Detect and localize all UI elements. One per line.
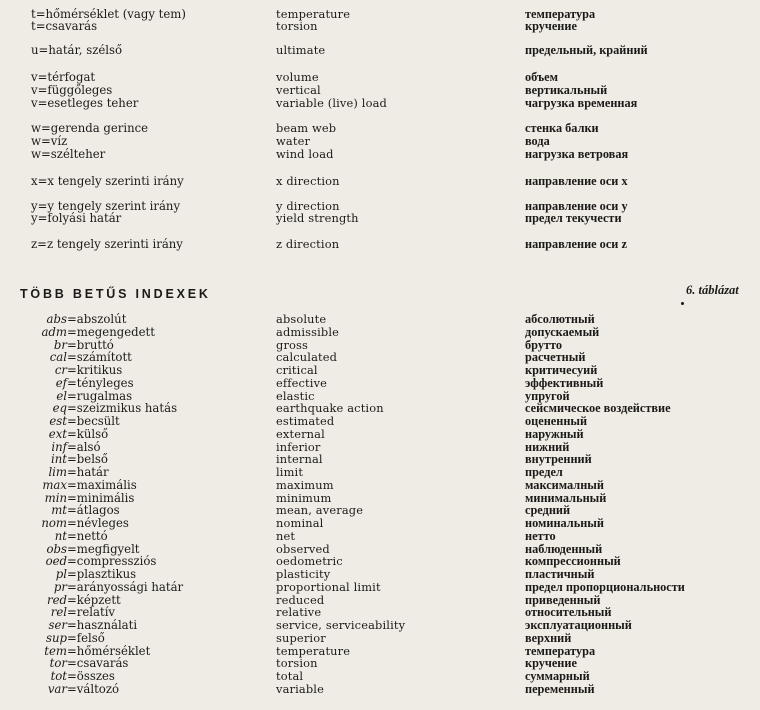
russian-term: направление оси y [525, 199, 628, 213]
index-abbreviation: el [56, 388, 67, 403]
english-term: ultimate [276, 43, 326, 57]
russian-term: компрессионный [525, 554, 621, 569]
russian-term: направление оси x [525, 174, 628, 188]
russian-term: направление оси z [525, 237, 627, 251]
hungarian-term: =alsó [67, 439, 101, 454]
english-term: water [276, 134, 311, 148]
hungarian-term: u=határ, szélső [31, 43, 123, 57]
english-term: torsion [276, 19, 318, 33]
hungarian-cell [31, 428, 261, 441]
hungarian-cell [31, 683, 261, 696]
russian-term: нетто [525, 528, 556, 543]
hungarian-term: w=szélteher [31, 147, 106, 161]
english-term: observed [276, 541, 330, 556]
english-term: nominal [276, 516, 324, 530]
hungarian-cell [31, 632, 261, 645]
ink-mark [681, 302, 684, 305]
russian-term: предельный, крайний [525, 43, 648, 57]
hungarian-term: =megfigyelt [67, 541, 140, 556]
english-term: volume [276, 70, 319, 84]
index-abbreviation: tor [49, 656, 67, 671]
hungarian-term: y=y tengely szerint irány [31, 199, 181, 213]
russian-term: средний [525, 503, 571, 518]
russian-term: переменный [525, 681, 595, 696]
english-term: temperature [276, 7, 351, 21]
index-abbreviation: est [49, 414, 67, 428]
russian-term: допускаемый [525, 324, 600, 339]
index-abbreviation: mt [51, 503, 67, 518]
english-term: net [276, 528, 296, 543]
index-row [0, 97, 760, 110]
russian-term: нижний [525, 439, 570, 454]
hungarian-term: =felső [67, 630, 105, 645]
russian-term: абсолютный [525, 312, 595, 326]
hungarian-term: =plasztikus [67, 567, 137, 581]
russian-term: эффективный [525, 375, 604, 390]
english-term: calculated [276, 350, 338, 365]
index-abbreviation: int [51, 452, 67, 467]
english-term: gross [276, 337, 309, 352]
hungarian-term: =csavarás [67, 656, 129, 671]
russian-term: суммарный [525, 669, 590, 683]
english-term: service, serviceability [276, 618, 406, 632]
english-term: inferior [276, 439, 321, 454]
index-abbreviation: br [53, 337, 67, 352]
english-term: total [276, 669, 304, 683]
index-row [0, 238, 760, 251]
hungarian-term: =névleges [67, 516, 129, 530]
russian-term: упругой [525, 388, 570, 403]
english-term: proportional limit [276, 579, 381, 594]
hungarian-term: v=esetleges teher [31, 96, 139, 110]
index-row [0, 632, 760, 645]
index-row [0, 175, 760, 188]
index-abbreviation: inf [51, 439, 67, 454]
index-abbreviation: max [42, 477, 67, 492]
english-term: limit [276, 465, 304, 479]
hungarian-term: v=függőleges [31, 83, 113, 97]
english-term: torsion [276, 656, 318, 671]
english-term: earthquake action [276, 401, 384, 416]
index-row [0, 20, 760, 33]
index-abbreviation: ser [48, 618, 67, 632]
russian-term: объем [525, 70, 558, 84]
hungarian-cell [31, 377, 261, 390]
hungarian-term: =használati [67, 618, 138, 632]
english-term: elastic [276, 388, 315, 403]
russian-term: температура [525, 7, 596, 21]
english-term: minimum [276, 490, 332, 505]
russian-term: наружный [525, 426, 584, 441]
russian-term: внутренний [525, 452, 592, 467]
hungarian-term: =változó [67, 681, 120, 696]
index-row [0, 122, 760, 135]
russian-term: минимальный [525, 490, 607, 505]
index-abbreviation: pr [53, 579, 67, 594]
english-term: oedometric [276, 554, 343, 569]
english-term: internal [276, 452, 323, 467]
index-abbreviation: rel [50, 605, 67, 620]
index-abbreviation: tot [50, 669, 67, 683]
hungarian-term: =szeizmikus hatás [67, 401, 178, 416]
hungarian-term: =határ [67, 465, 109, 479]
hungarian-term: =belső [67, 452, 108, 467]
hungarian-term: =minimális [67, 490, 135, 505]
russian-term: кручение [525, 19, 577, 33]
english-term: plasticity [276, 567, 331, 581]
index-row [0, 441, 760, 454]
english-term: admissible [276, 324, 340, 339]
hungarian-term: =maximális [67, 477, 137, 492]
english-term: variable [276, 681, 324, 696]
hungarian-term: t=hőmérséklet (vagy tem) [31, 7, 186, 21]
hungarian-term: =compressziós [67, 554, 157, 569]
english-term: wind load [276, 147, 334, 161]
index-abbreviation: tem [44, 643, 67, 658]
russian-term: критичесуий [525, 363, 598, 377]
index-row [0, 71, 760, 84]
hungarian-cell [31, 581, 261, 594]
hungarian-cell [31, 479, 261, 492]
index-row [0, 212, 760, 225]
index-row [0, 619, 760, 632]
english-term: maximum [276, 477, 334, 492]
hungarian-term: =képzett [67, 592, 121, 607]
index-abbreviation: oed [45, 554, 67, 569]
russian-term: максималный [525, 477, 604, 492]
index-abbreviation: adm [41, 324, 67, 339]
hungarian-cell [31, 326, 261, 339]
russian-term: относительный [525, 605, 612, 620]
index-abbreviation: cal [49, 350, 67, 365]
hungarian-term: =külső [67, 426, 109, 441]
english-term: x direction [276, 174, 340, 188]
russian-term: наблюденный [525, 541, 603, 556]
index-abbreviation: nom [41, 516, 67, 530]
russian-term: эксплуатационный [525, 618, 632, 632]
russian-term: кручение [525, 656, 577, 671]
hungarian-term: =tényleges [67, 375, 134, 390]
russian-term: пластичный [525, 567, 595, 581]
index-abbreviation: sup [45, 630, 67, 645]
index-abbreviation: pl [55, 567, 67, 581]
hungarian-term: =megengedett [67, 324, 155, 339]
hungarian-term: =átlagos [67, 503, 120, 518]
russian-term: температура [525, 643, 596, 658]
index-row [0, 453, 760, 466]
russian-term: вода [525, 134, 550, 148]
index-row [0, 517, 760, 530]
hungarian-term: v=térfogat [31, 70, 96, 84]
hungarian-term: w=víz [31, 134, 68, 148]
russian-term: предел текучести [525, 211, 622, 225]
table-number: 6. táblázat [686, 283, 739, 297]
russian-term: расчетный [525, 350, 586, 365]
russian-term: оцененный [525, 414, 588, 428]
index-abbreviation: min [44, 490, 67, 505]
hungarian-term: =nettó [67, 528, 108, 543]
hungarian-term: =hőmérséklet [67, 643, 151, 658]
english-term: mean, average [276, 503, 364, 518]
hungarian-term: =bruttó [67, 337, 114, 352]
index-abbreviation: nt [54, 528, 67, 543]
english-term: external [276, 426, 325, 441]
hungarian-term: y=folyási határ [31, 211, 122, 225]
index-abbreviation: abs [46, 312, 67, 326]
russian-term: номинальный [525, 516, 604, 530]
english-term: temperature [276, 643, 351, 658]
index-row [0, 479, 760, 492]
english-term: y direction [276, 199, 340, 213]
hungarian-term: w=gerenda gerince [31, 121, 149, 135]
index-row [0, 148, 760, 161]
english-term: reduced [276, 592, 325, 607]
english-term: relative [276, 605, 322, 620]
index-abbreviation: cr [54, 363, 67, 377]
english-term: beam web [276, 121, 337, 135]
english-term: superior [276, 630, 326, 645]
english-term: yield strength [276, 211, 359, 225]
index-row [0, 44, 760, 57]
hungarian-term: =számított [67, 350, 132, 365]
index-abbreviation: obs [46, 541, 67, 556]
hungarian-term: =relatív [67, 605, 116, 620]
russian-term: вертикальный [525, 83, 608, 97]
russian-term: предел пропорциональности [525, 579, 685, 594]
english-term: vertical [276, 83, 321, 97]
english-term: absolute [276, 312, 327, 326]
hungarian-term: =rugalmas [67, 388, 133, 403]
index-abbreviation: red [47, 592, 67, 607]
index-abbreviation: ext [48, 426, 67, 441]
hungarian-term: =arányossági határ [67, 579, 184, 594]
index-row [0, 530, 760, 543]
hungarian-term: =kritikus [67, 363, 123, 377]
russian-term: брутто [525, 337, 563, 352]
english-term: z direction [276, 237, 340, 251]
hungarian-term: =becsült [67, 414, 120, 428]
russian-term: верхний [525, 630, 572, 645]
index-abbreviation: eq [52, 401, 67, 416]
russian-term: сейсмическое воздействие [525, 401, 671, 416]
english-term: variable (live) load [276, 96, 387, 110]
index-row [0, 377, 760, 390]
index-row [0, 326, 760, 339]
section-heading: TÖBB BETŰS INDEXEK [20, 287, 211, 301]
hungarian-cell [31, 530, 261, 543]
hungarian-term: z=z tengely szerinti irány [31, 237, 183, 251]
english-term: effective [276, 375, 328, 390]
hungarian-term: =összes [67, 669, 115, 683]
index-row [0, 415, 760, 428]
russian-term: чагрузка временная [525, 96, 638, 110]
english-term: critical [276, 363, 318, 377]
hungarian-term: t=csavarás [31, 19, 98, 33]
index-abbreviation: lim [48, 465, 67, 479]
english-term: estimated [276, 414, 335, 428]
index-abbreviation: ef [55, 375, 67, 390]
index-row [0, 135, 760, 148]
index-abbreviation: var [47, 681, 67, 696]
russian-term: приведенный [525, 592, 601, 607]
index-row [0, 683, 760, 696]
index-row [0, 581, 760, 594]
hungarian-term: x=x tengely szerinti irány [31, 174, 184, 188]
index-row [0, 428, 760, 441]
hungarian-term: =abszolút [67, 312, 127, 326]
russian-term: предел [525, 465, 563, 479]
russian-term: стенка балки [525, 121, 599, 135]
russian-term: нагрузка ветровая [525, 147, 629, 161]
